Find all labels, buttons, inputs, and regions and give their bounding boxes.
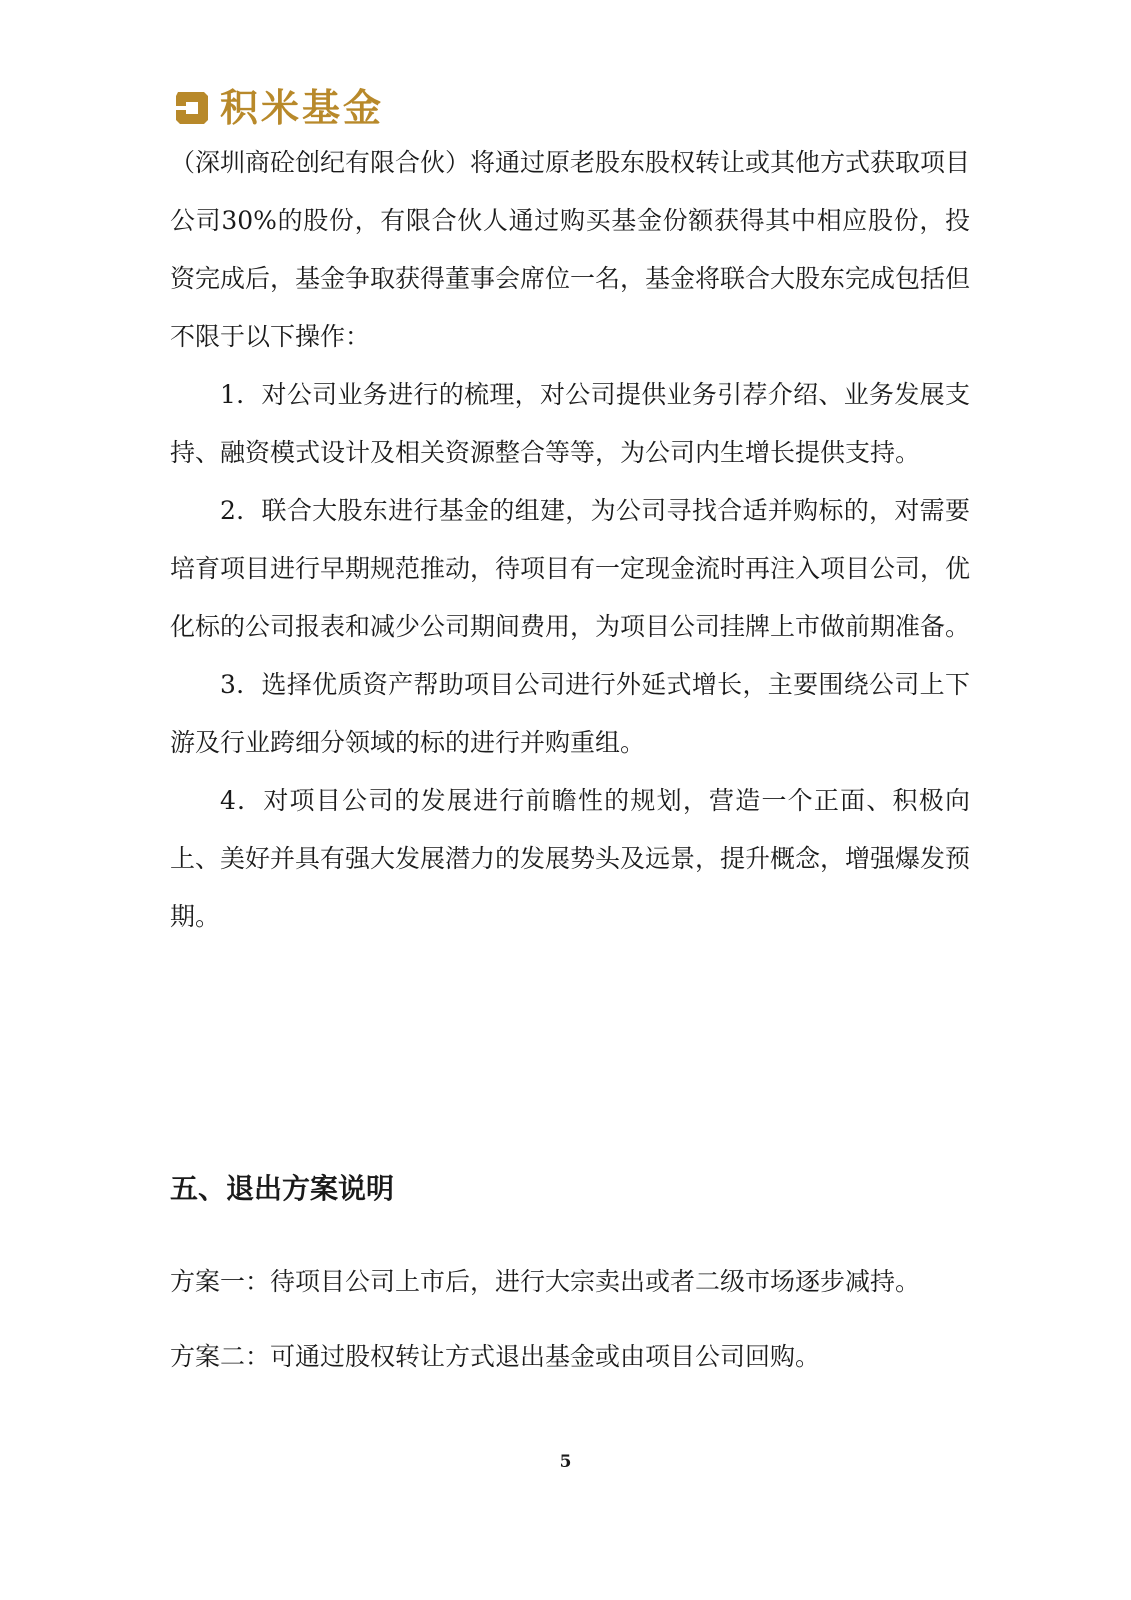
exit-plan-1: 方案一：待项目公司上市后，进行大宗卖出或者二级市场逐步减持。 — [170, 1267, 921, 1296]
intro-paragraph: （深圳商砼创纪有限合伙）将通过原老股东股权转让或其他方式获取项目公司30%的股份，有限合伙人通过购买基金份额获得其中相应股份，投资完成后，基金争取获得董事会席位一名，基金将联合大股东完成包括但不限于以下操作： — [170, 148, 971, 351]
body-text — [170, 134, 970, 946]
company-logo — [172, 86, 384, 130]
list-item-1: 1．对公司业务进行的梳理，对公司提供业务引荐介绍、业务发展支持、融资模式设计及相关资源整合等等，为公司内生增长提供支持。 — [170, 380, 970, 467]
list-item-4: 4．对项目公司的发展进行前瞻性的规划，营造一个正面、积极向上、美好并具有强大发展潜力的发展势头及远景，提升概念，增强爆发预期。 — [170, 786, 971, 931]
logo-mark-icon — [172, 88, 212, 128]
list-item-3: 3．选择优质资产帮助项目公司进行外延式增长，主要围绕公司上下游及行业跨细分领域的标的进行并购重组。 — [170, 670, 970, 757]
exit-plan-2: 方案二：可通过股权转让方式退出基金或由项目公司回购。 — [170, 1342, 821, 1371]
page-number: 5 — [559, 1452, 572, 1472]
logo-text: 积米基金 — [220, 86, 385, 130]
section-heading: 五、退出方案说明 — [170, 1172, 395, 1205]
list-item-2: 2．联合大股东进行基金的组建，为公司寻找合适并购标的，对需要培育项目进行早期规范推动，待项目有一定现金流时再注入项目公司，优化标的公司报表和减少公司期间费用，为项目公司挂牌上市做前期准备。 — [170, 496, 971, 641]
